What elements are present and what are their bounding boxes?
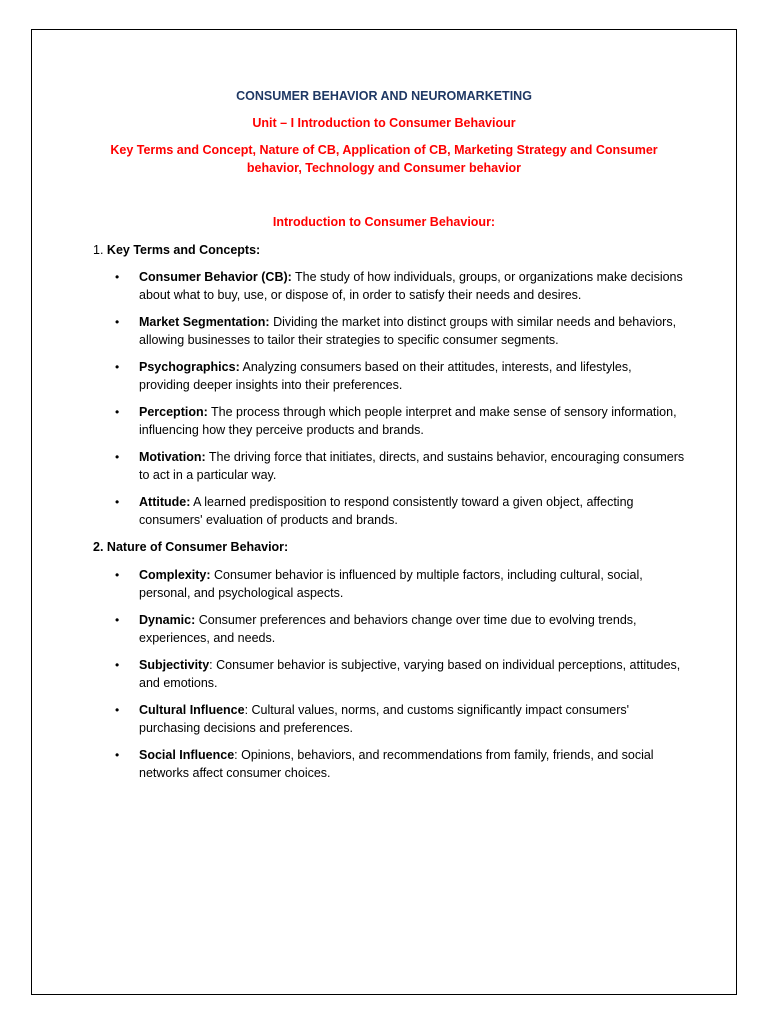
bullet-icon: • (115, 405, 120, 419)
section-heading-nature (93, 538, 288, 556)
list-item (115, 358, 685, 394)
item-term: Psychographics: (139, 360, 240, 374)
item-term: Market Segmentation: (139, 315, 270, 329)
item-text: : Opinions, behaviors, and recommendations from family, friends, and social networks affect consumer choices. (139, 748, 654, 780)
bullet-icon: • (115, 658, 120, 672)
item-text: The process through which people interpret and make sense of sensory information, influencing how they perceive products and brands. (139, 405, 677, 437)
item-text: The study of how individuals, groups, or organizations make decisions about what to buy, use, or dispose of, in order to satisfy their needs and desires. (139, 270, 683, 302)
item-term: Social Influence (139, 748, 235, 762)
list-item (115, 403, 685, 439)
topics-heading: Key Terms and Concept, Nature of CB, Application of CB, Marketing Strategy and Consumer behavior, Technology and Consumer behavior (110, 143, 658, 175)
item-text: The driving force that initiates, directs, and sustains behavior, encouraging consumers to act in a particular way. (139, 450, 685, 482)
item-term: Cultural Influence (139, 703, 245, 717)
section-number: 1. (93, 243, 104, 257)
bullet-icon: • (115, 495, 120, 509)
bullet-icon: • (115, 360, 120, 374)
item-text: Consumer behavior is influenced by multiple factors, including cultural, social, personal, and psychological aspects. (139, 568, 643, 600)
bullet-icon: • (115, 568, 120, 582)
item-term: Perception: (139, 405, 208, 419)
list-item (115, 493, 685, 529)
item-text: : Cultural values, norms, and customs significantly impact consumers' purchasing decisions and preferences. (139, 703, 630, 735)
intro-heading: Introduction to Consumer Behaviour: (272, 215, 496, 229)
bullet-icon: • (115, 613, 120, 627)
unit-heading: Unit – I Introduction to Consumer Behaviour (252, 116, 516, 130)
item-text: Analyzing consumers based on their attitudes, interests, and lifestyles, providing deeper insights into their preferences. (139, 360, 632, 392)
nature-list (115, 566, 685, 791)
item-text: Consumer preferences and behaviors change over time due to evolving trends, experiences, and needs. (139, 613, 637, 645)
item-term: Dynamic: (139, 613, 196, 627)
item-term: Motivation: (139, 450, 206, 464)
item-term: Complexity: (139, 568, 211, 582)
list-item (115, 701, 685, 737)
document-title: CONSUMER BEHAVIOR AND NEUROMARKETING (236, 89, 532, 103)
section-heading-key-terms (93, 241, 260, 259)
section-title: Nature of Consumer Behavior: (106, 540, 289, 554)
list-item (115, 566, 685, 602)
bullet-icon: • (115, 703, 120, 717)
key-terms-list (115, 268, 685, 538)
list-item (115, 448, 685, 484)
item-text: : Consumer behavior is subjective, varying based on individual perceptions, attitudes, and emotions. (139, 658, 681, 690)
list-item (115, 268, 685, 304)
section-number: 2. (93, 540, 104, 554)
list-item (115, 746, 685, 782)
list-item (115, 611, 685, 647)
item-text: Dividing the market into distinct groups with similar needs and behaviors, allowing businesses to tailor their strategies to specific consumer segments. (139, 315, 677, 347)
item-term: Subjectivity (139, 658, 210, 672)
item-term: Consumer Behavior (CB): (139, 270, 292, 284)
bullet-icon: • (115, 450, 120, 464)
bullet-icon: • (115, 748, 120, 762)
section-title: Key Terms and Concepts: (106, 243, 261, 257)
list-item (115, 313, 685, 349)
bullet-icon: • (115, 315, 120, 329)
list-item (115, 656, 685, 692)
item-text: A learned predisposition to respond consistently toward a given object, affecting consumers' evaluation of products and brands. (139, 495, 634, 527)
item-term: Attitude: (139, 495, 191, 509)
bullet-icon: • (115, 270, 120, 284)
